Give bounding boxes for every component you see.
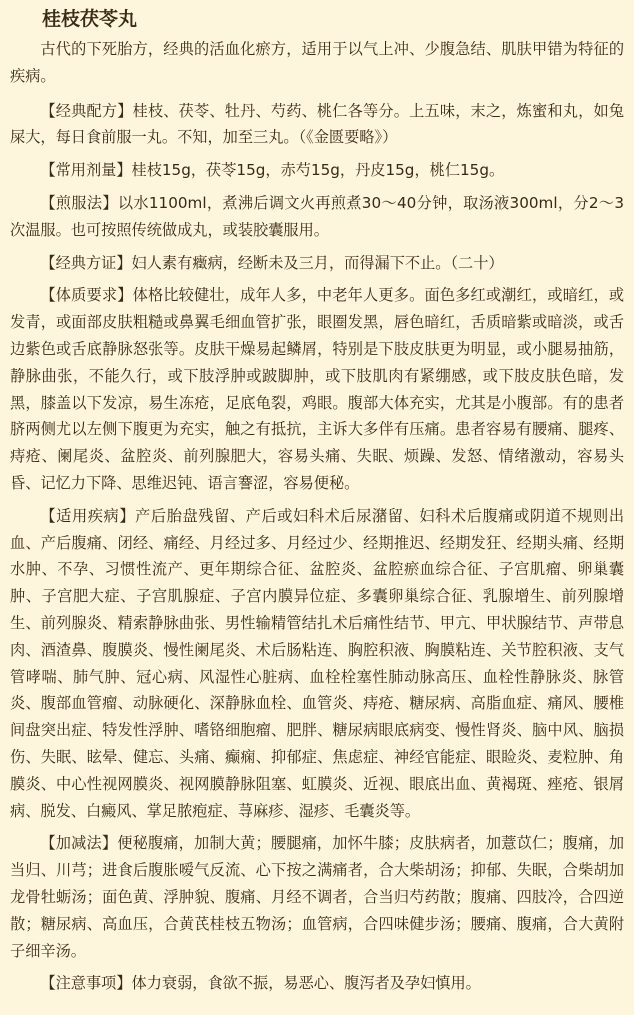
intro-paragraph: 古代的下死胎方，经典的活血化瘀方，适用于以气上冲、少腹急结、肌肤甲错为特征的疾病。 xyxy=(10,40,624,85)
section-text: 桂枝、茯苓、牡丹、芍药、桃仁各等分。上五味，末之，炼蜜和丸，如兔屎大，每日食前服一丸。不知，加至三丸。（《金匮要略》） xyxy=(10,101,625,147)
section-applicable-diseases xyxy=(10,503,624,825)
section-tag: 【适用疾病】 xyxy=(40,506,136,525)
section-text: 体力衰弱，食欲不振，易恶心、腹泻者及孕妇慎用。 xyxy=(131,974,481,993)
section-classic-formula xyxy=(10,98,624,152)
section-text: 妇人素有癥病，经断未及三月，而得漏下不止。（二十） xyxy=(131,253,504,272)
section-tag: 【常用剂量】 xyxy=(40,161,132,180)
section-constitution xyxy=(10,282,624,496)
section-tag: 【经典配方】 xyxy=(40,101,133,120)
section-text: 体格比较健壮，成年人多，中老年人更多。面色多红或潮红，或暗红，或发青，或面部皮肤粗糙或鼻翼毛细血管扩张，眼圈发黑，唇色暗红，舌质暗紫或暗淡，或舌边紫色或舌底静脉怒张等。皮肤干燥易起鳞屑，特别是下肢皮肤更为明显，或小腿易抽筋，静脉曲张，不能久行，或下肢浮肿或跛脚肿，或下肢肌肉有紧绷感，或下肢皮肤色暗，发黑，膝盖以下发凉，易生冻疮，足底龟裂，鸡眼。腹部大体充实，尤其是小腹部。有的患者脐两侧尤以左侧下腹更为充实，触之有抵抗，主诉大多伴有压痛。患者容易有腰痛、腿疼、痔疮、阑尾炎、盆腔炎、前列腺肥大，容易头痛、失眠、烦躁、发怒、情绪激动，容易头昏、记忆力下降、思维迟钝、语言謇涩，容易便秘。 xyxy=(10,286,625,492)
section-precautions xyxy=(10,970,624,997)
section-tag: 【加减法】 xyxy=(40,834,118,853)
section-decoction-method xyxy=(10,190,624,244)
section-modifications xyxy=(10,830,624,964)
section-text: 便秘腹痛，加制大黄；腰腿痛，加怀牛膝；皮肤病者，加薏苡仁；腹痛，加当归、川芎；进食后腹胀嗳气反流、心下按之满痛者，合大柴胡汤；抑郁、失眠，合柴胡加龙骨牡蛎汤；面色黄、浮肿貌、腹痛、月经不调者，合当归芍药散；腹痛、四肢冷，合四逆散；糖尿病、高血压，合黄芪桂枝五物汤；血管病，合四味健步汤；腰痛、腹痛，合大黄附子细辛汤。 xyxy=(10,834,625,960)
section-text: 产后胎盘残留、产后或妇科术后尿潴留、妇科术后腹痛或阴道不规则出血、产后腹痛、闭经、痛经、月经过多、月经过少、经期推迟、经期发狂、经期头痛、经期水肿、不孕、习惯性流产、更年期综合征、盆腔炎、盆腔瘀血综合征、子宫肌瘤、卵巢囊肿、子宫肥大症、子宫肌腺症、子宫内膜异位症、多囊卵巢综合征、乳腺增生、前列腺增生、前列腺炎、精索静脉曲张、男性输精管结扎术后痛性结节、甲亢、甲状腺结节、声带息肉、酒渣鼻、腹膜炎、慢性阑尾炎、术后肠粘连、胸腔积液、胸膜粘连、关节腔积液、支气管哮喘、肺气肿、冠心病、风湿性心脏病、血栓栓塞性肺动脉高压、血栓性静脉炎、脉管炎、腹部血管瘤、动脉硬化、深静脉血栓、血管炎、痔疮、糖尿病、高脂血症、痛风、腰椎间盘突出症、特发性浮肿、嗜铬细胞瘤、肥胖、糖尿病眼底病变、慢性肾炎、脑中风、脑损伤、失眠、眩晕、健忘、头痛、癫痫、抑郁症、焦虑症、神经官能症、眼睑炎、麦粒肿、角膜炎、中心性视网膜炎、视网膜静脉阻塞、虹膜炎、近视、眼底出血、黄褐斑、痤疮、银屑病、脱发、白癜风、掌足脓疱症、荨麻疹、湿疹、毛囊炎等。 xyxy=(10,506,625,820)
section-tag: 【煎服法】 xyxy=(40,193,118,212)
section-tag: 【经典方证】 xyxy=(40,253,132,272)
section-text: 桂枝15g，茯苓15g，赤芍15g，丹皮15g，桃仁15g。 xyxy=(131,161,505,180)
section-tag: 【体质要求】 xyxy=(40,286,133,305)
section-common-dosage xyxy=(10,157,624,184)
section-classic-indication xyxy=(10,250,624,277)
section-tag: 【注意事项】 xyxy=(40,974,132,993)
section-text: 以水1100ml，煮沸后调文火再煎煮30～40分钟，取汤液300ml，分2～3次温服。也可按照传统做成丸，或装胶囊服用。 xyxy=(10,193,624,239)
article-title: 桂枝茯苓丸 xyxy=(42,8,138,30)
